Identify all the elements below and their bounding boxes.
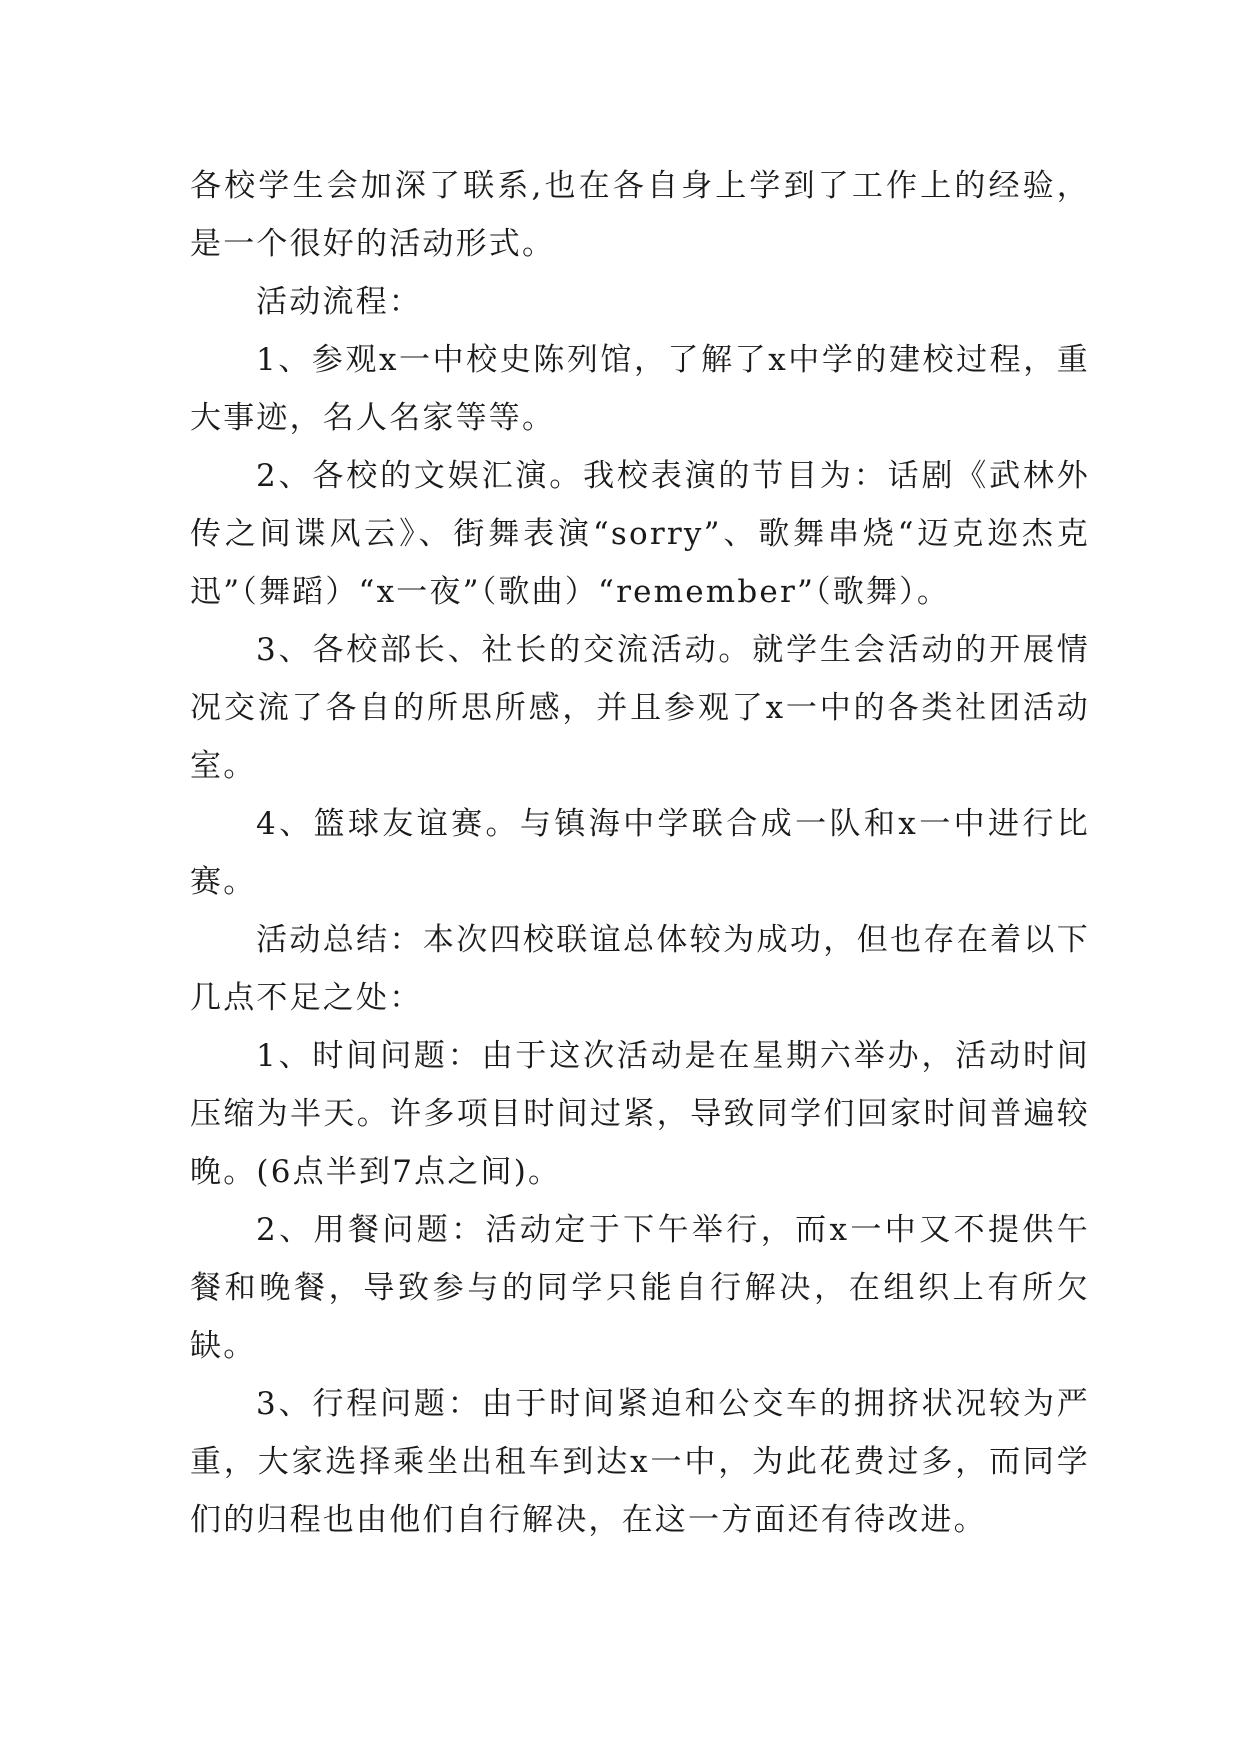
paragraph-process-item-1: 1、参观x一中校史陈列馆，了解了x中学的建校过程，重大事迹，名人名家等等。 bbox=[190, 342, 1090, 436]
document-body bbox=[190, 157, 1090, 1549]
paragraph-activity-summary: 活动总结：本次四校联谊总体较为成功，但也存在着以下几点不足之处： bbox=[190, 922, 1090, 1016]
paragraph-process-item-3: 3、各校部长、社长的交流活动。就学生会活动的开展情况交流了各自的所思所感，并且参观了x一中的各类社团活动室。 bbox=[190, 632, 1090, 784]
paragraph-continuation: 各校学生会加深了联系,也在各自身上学到了工作上的经验，是一个很好的活动形式。 bbox=[190, 168, 1090, 262]
paragraph-issue-2: 2、用餐问题：活动定于下午举行，而x一中又不提供午餐和晚餐，导致参与的同学只能自行解决，在组织上有所欠缺。 bbox=[190, 1212, 1090, 1364]
paragraph-activity-process-heading: 活动流程： bbox=[256, 284, 422, 320]
paragraph-process-item-4: 4、篮球友谊赛。与镇海中学联合成一队和x一中进行比赛。 bbox=[190, 806, 1090, 900]
paragraph-issue-1: 1、时间问题：由于这次活动是在星期六举办，活动时间压缩为半天。许多项目时间过紧，导致同学们回家时间普遍较晚。(6点半到7点之间)。 bbox=[190, 1038, 1090, 1190]
paragraph-process-item-2: 2、各校的文娱汇演。我校表演的节目为：话剧《武林外传之间谍风云》、街舞表演“sorry”、歌舞串烧“迈克迩杰克迅”（舞蹈）“x一夜”（歌曲）“remember”（歌舞）。 bbox=[190, 458, 1090, 610]
paragraph-issue-3: 3、行程问题：由于时间紧迫和公交车的拥挤状况较为严重，大家选择乘坐出租车到达x一中，为此花费过多，而同学们的归程也由他们自行解决，在这一方面还有待改进。 bbox=[190, 1386, 1090, 1538]
